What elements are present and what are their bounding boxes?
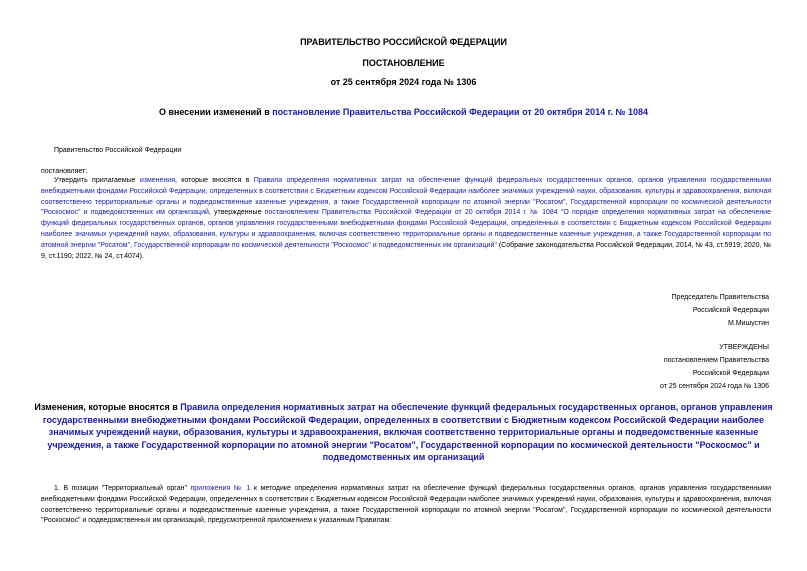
signature-position: Российской Федерации — [692, 307, 769, 314]
changes-rules-link[interactable]: Правила определения нормативных затрат на обеспечение функций федеральных государственных органов, органов управления государственными внебюджетными фондами Российской Федерации, определенных в соответствии с Бюджетным кодексом Российской Федерации наиболее значимых учреждений науки, образования, культуры и здравоохранения, включая соответственно территориальные органы и подведомственные казенные учреждения, а также Государственной корпорации по атомной энергии "Росатом", Государственной корпорации по космической деятельности "Роскосмос" и подведомственных им организаций — [42, 402, 773, 463]
approval-line: постановлением Правительства — [663, 357, 769, 364]
preamble-actor: Правительство Российской Федерации — [54, 147, 182, 154]
changes-title — [30, 401, 777, 464]
item-text: к методике определения нормативных затрат на обеспечение функций федеральных государственных органов, органов управления государственными внебюджетными фондами Российской Федерации, определенных в соответствии с Бюджетным кодексом Российской Федерации наиболее значимых учреждений науки, образования, культуры и здравоохранения, включая соответственно территориальные органы и подведомственные казенные учреждения, а также Государственной корпорации по атомной энергии "Росатом", Государственной корпорации по космической деятельности "Роскосмос" и подведомственных им организаций, предусмотренной приложением к указанным Правилам: — [41, 485, 771, 525]
document-type: ПОСТАНОВЛЕНИЕ — [362, 58, 445, 68]
decree-paragraph — [41, 176, 771, 262]
approval-line: Российской Федерации — [692, 370, 769, 377]
signature-name: М.Мишустин — [727, 320, 769, 327]
signature-position: Председатель Правительства — [671, 294, 769, 301]
approval-title: УТВЕРЖДЕНЫ — [719, 344, 769, 351]
subject-link[interactable]: постановление Правительства Российской Федерации от 20 октября 2014 г. № 1084 — [272, 107, 649, 117]
approval-block — [660, 341, 769, 393]
government-title: ПРАВИТЕЛЬСТВО РОССИЙСКОЙ ФЕДЕРАЦИИ — [300, 37, 507, 47]
changes-link[interactable]: изменения — [139, 177, 175, 184]
change-item-1 — [41, 484, 771, 527]
document-date-number: от 25 сентября 2024 года № 1306 — [330, 77, 477, 87]
signature-block — [672, 291, 769, 330]
changes-title-prefix: Изменения, которые вносятся в — [34, 402, 181, 412]
paragraph-text: , которые вносятся в — [175, 177, 254, 184]
paragraph-text: Утвердить прилагаемые — [54, 177, 140, 184]
appendix-1-link[interactable]: приложения № 1 — [190, 485, 251, 492]
paragraph-text: , утвержденные — [208, 209, 265, 217]
decree-1084-link[interactable]: постановлением Правительства Российской Федерации от 20 октября 2014 г. № 1084 "О порядке определения нормативных затрат на обеспечение функций федеральных государственных органов, органов управления государственными внебюджетными фондами Российской Федерации, определенных в соответствии с Бюджетным кодексом Российской Федерации наиболее значимых учреждений науки, образования, культуры и здравоохранения, включая соответственно территориальные органы и подведомственные казенные учреждения, а также Государственной корпорации по атомной энергии "Росатом", Государственной корпорации по космической деятельности "Роскосмос" и подведомственных им организаций" — [41, 209, 771, 249]
paragraph-text: (Собрание законодательства Российской Федерации, 2014, № 43, ст.5919; 2020, № 9, ст.1190; 2022, № 24, ст.4074). — [41, 241, 772, 260]
rules-link[interactable]: Правила определения нормативных затрат на обеспечение функций федеральных государственных органов, органов управления государственными внебюджетными фондами Российской Федерации, определенных в соответствии с Бюджетным кодексом Российской Федерации наиболее значимых учреждений науки, образования, культуры и здравоохранения, включая соответственно территориальные органы и подведомственные казенные учреждения, а также Государственной корпорации по атомной энергии "Росатом", Государственной корпорации по космической деятельности "Роскосмос" и подведомственных им организаций — [41, 177, 771, 217]
item-text: 1. В позиции "Территориальный орган" — [54, 485, 191, 492]
preamble-resolves: постановляет: — [41, 168, 88, 175]
approval-date: от 25 сентября 2024 года № 1306 — [659, 383, 769, 390]
document-subject — [0, 107, 807, 117]
subject-prefix: О внесении изменений в — [158, 107, 273, 117]
